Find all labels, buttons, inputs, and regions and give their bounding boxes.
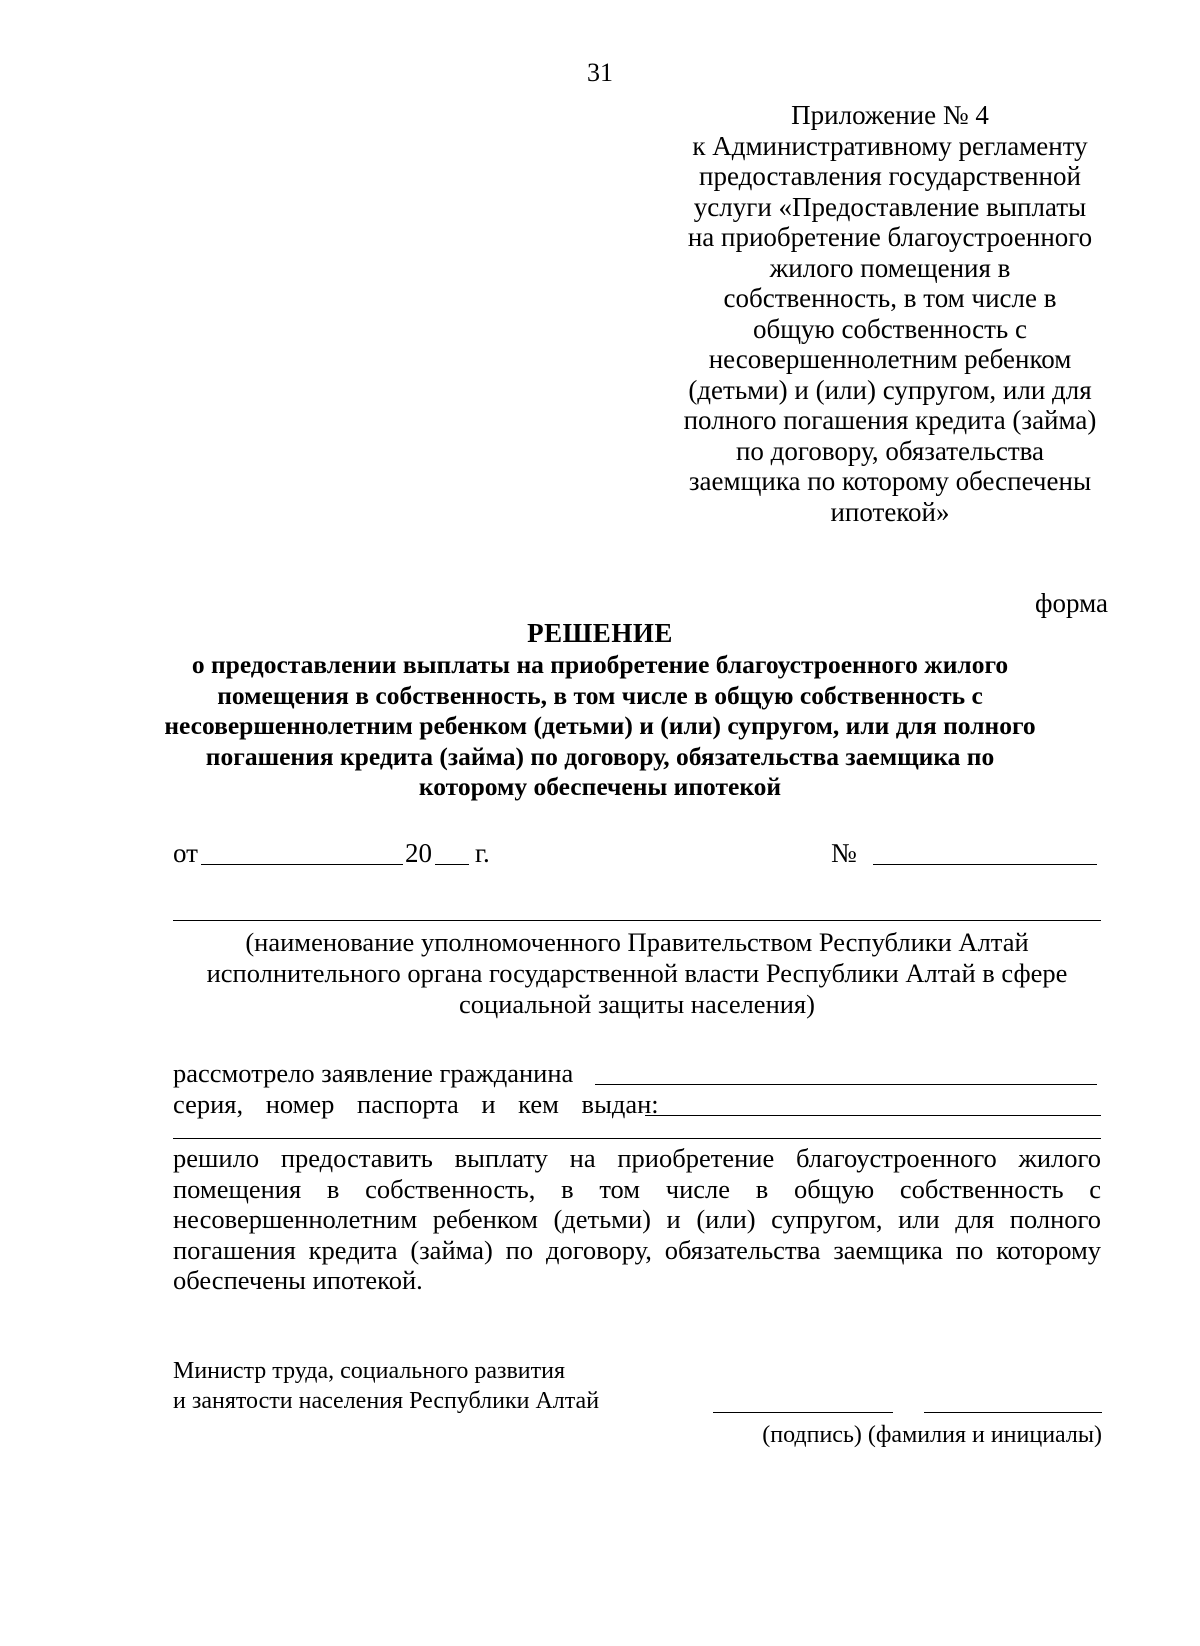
authority-name-line[interactable] (173, 920, 1101, 921)
date-blank[interactable] (201, 864, 403, 865)
signatory (173, 1356, 653, 1416)
number-label: № (831, 838, 857, 868)
caption-line: (наименование уполномоченного Правительством Республики Алтай (245, 927, 1029, 957)
subtitle-line: погашения кредита (займа) по договору, обязательства заемщика по (205, 741, 995, 771)
applicant-section (173, 1058, 1101, 1120)
year-suffix: г. (475, 838, 490, 868)
decision-text: решило предоставить выплату на приобретение благоустроенного жилого помещения в собственность, в том числе в общую собственность с несовершеннолетним ребенком (детьми) и (или) супругом, или для полного погашения кредита (займа) по договору, обязательства заемщика по которому обеспечены ипотекой. (173, 1143, 1101, 1295)
subtitle-line: о предоставлении выплаты на приобретение благоустроенного жилого (191, 650, 1009, 679)
signature-captions (740, 1420, 1102, 1450)
subtitle-line: которому обеспечены ипотекой (418, 772, 782, 801)
annex-line: несовершеннолетним ребенком (708, 344, 1072, 374)
caption-line: социальной защиты населения) (459, 989, 815, 1019)
year-blank[interactable] (435, 864, 469, 865)
number-blank[interactable] (873, 864, 1097, 865)
signature-blank[interactable] (713, 1412, 893, 1413)
passport-row (173, 1089, 1101, 1120)
name-initials-blank[interactable] (924, 1412, 1102, 1413)
annex-line: на приобретение благоустроенного (687, 222, 1093, 252)
annex-line: собственность, в том числе в (723, 283, 1057, 313)
annex-header (670, 100, 1110, 527)
considered-label: рассмотрело заявление гражданина (173, 1058, 574, 1088)
annex-line: заемщика по которому обеспечены (688, 466, 1092, 496)
passport-blank[interactable] (645, 1115, 1101, 1116)
annex-line: предоставления государственной (699, 161, 1081, 191)
form-label: форма (1035, 588, 1108, 618)
signatory-line: и занятости населения Республики Алтай (173, 1388, 600, 1414)
signatory-line: Министр труда, социального развития (173, 1358, 566, 1384)
applicant-name-blank[interactable] (595, 1084, 1097, 1085)
annex-line: к Административному регламенту (692, 130, 1088, 161)
date-number-row (173, 838, 1101, 872)
annex-line: (детьми) и (или) супругом, или для (688, 374, 1092, 405)
passport-blank-continuation[interactable] (173, 1138, 1101, 1139)
name-caption: (фамилия и инициалы) (867, 1422, 1102, 1448)
page-number: 31 (587, 58, 613, 87)
authority-caption (173, 927, 1101, 1020)
year-prefix: 20 (405, 838, 432, 868)
annex-line: общую собственность с (753, 313, 1027, 344)
annex-line: ипотекой» (830, 496, 950, 527)
annex-line: услуги «Предоставление выплаты (693, 191, 1087, 222)
applicant-row (173, 1058, 1101, 1089)
passport-label: серия, номер паспорта и кем выдан: (173, 1089, 659, 1119)
signature-caption: (подпись) (762, 1422, 862, 1448)
annex-line: жилого помещения в (769, 252, 1011, 283)
subtitle-line: несовершеннолетним ребенком (детьми) и (или) супругом, или для полного (164, 711, 1036, 740)
annex-line: полного погашения кредита (займа) (683, 405, 1097, 435)
caption-line: исполнительного органа государственной власти Республики Алтай в сфере (206, 958, 1068, 988)
from-label: от (173, 838, 198, 868)
annex-line: Приложение № 4 (791, 100, 989, 130)
subtitle-line: помещения в собственность, в том числе в общую собственность с (217, 680, 983, 710)
decision-title: РЕШЕНИЕ (527, 618, 673, 648)
annex-line: по договору, обязательства (735, 435, 1044, 466)
decision-subtitle (100, 650, 1100, 803)
